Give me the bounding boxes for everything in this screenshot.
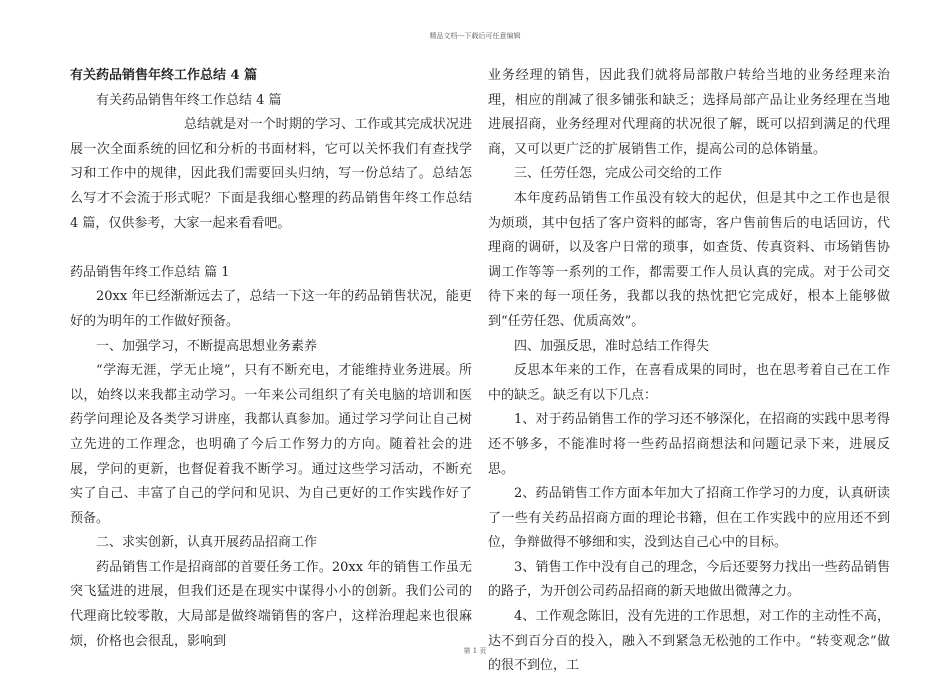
- paragraph: “学海无涯，学无止境”，只有不断充电，才能维持业务进展。所以，始终以来我都主动学习。一年来公司组织了有关电脑的培训和医药学问理论及各类学习讲座，我都认真参加。通过学习学问让自己树立先进的工作理念，也明确了今后工作努力的方向。随着社会的进展，学问的更新，也督促着我不断学习。通过这些学习活动，不断充实了自己、丰富了自己的学问和见识、为自己更好的工作实践作好了预备。: [70, 363, 472, 526]
- spacer: [70, 236, 472, 261]
- paragraph: 1、对于药品销售工作的学习还不够深化，在招商的实践中思考得还不够多，不能准时将一些药品招商想法和问题记录下来，进展反思。: [488, 412, 890, 477]
- paragraph: 总结就是对一个时期的学习、工作或其完成状况进展一次全面系统的回忆和分析的书面材料，它可以关怀我们有查找学习和工作中的规律，因此我们需要回头归纳，写一份总结了。总结怎么写才不会流于形式呢？下面是我细心整理的药品销售年终工作总结 4 篇，仅供参考，大家一起来看看吧。: [70, 117, 472, 231]
- paragraph: 三、任劳任怨，完成公司交给的工作: [514, 166, 723, 182]
- paragraph: 本年度药品销售工作虽没有较大的起伏，但是其中之工作也是很为烦琐，其中包括了客户资料的邮寄，客户售前售后的电话回访，代理商的调研，以及客户日常的琐事，如查货、传真资料、市场销售协调工作等等一系列的工作，都需要工作人员认真的完成。对于公司交待下来的每一项任务，我都以我的热忱把它完成好，根本上能够做到“任劳任怨、优质高效”。: [488, 190, 890, 329]
- left-column: [70, 64, 472, 654]
- paragraph: 二、求实创新，认真开展药品招商工作: [96, 535, 318, 551]
- page-header: 精品文档---下载后可任意编辑: [429, 32, 521, 40]
- paragraph: 4、工作观念陈旧，没有先进的工作思想，对工作的主动性不高，达不到百分百的投入，融入不到紧急无松弛的工作中。“转变观念”做的很不到位，工: [488, 609, 890, 674]
- paragraph: 一、加强学习，不断提高思想业务素养: [96, 338, 318, 354]
- page-number: 第 1 页: [463, 647, 487, 655]
- right-column: [488, 64, 890, 679]
- paragraph: 3、销售工作中没有自己的理念，今后还要努力找出一些药品销售的路子，为开创公司药品招商的新天地做出微薄之力。: [488, 559, 890, 600]
- paragraph: 业务经理的销售，因此我们就将局部散户转给当地的业务经理来治理，相应的削减了很多铺张和缺乏；选择局部产品让业务经理在当地进展招商，业务经理对代理商的状况很了解，既可以招到满足的代理商，又可以更广泛的扩展销售工作，提高公司的总体销量。: [488, 68, 890, 157]
- paragraph: 2、药品销售工作方面本年加大了招商工作学习的力度，认真研读了一些有关药品招商方面的理论书籍，但在工作实践中的应用还不到位，争辩做得不够细和实，没到达自己心中的目标。: [488, 486, 890, 551]
- paragraph: 四、加强反思，准时总结工作得失: [514, 338, 710, 354]
- paragraph: 20xx 年已经渐渐远去了，总结一下这一年的药品销售状况，能更好的为明年的工作做好预备。: [70, 289, 472, 329]
- paragraph: 药品销售工作是招商部的首要任务工作。20xx 年的销售工作虽无突飞猛进的进展，但我们还是在现实中谋得小小的创新。我们公司的代理商比较零散，大局部是做终端销售的客户，这样治理起来也很麻烦，价格也会很乱，影响到: [70, 559, 472, 649]
- document-title: 有关药品销售年终工作总结 4 篇: [70, 68, 258, 83]
- section-heading: 药品销售年终工作总结 篇 1: [70, 264, 230, 280]
- paragraph: 有关药品销售年终工作总结 4 篇: [96, 92, 282, 108]
- paragraph: 反思本年来的工作，在喜看成果的同时，也在思考着自己在工作中的缺乏。缺乏有以下几点：: [488, 363, 890, 403]
